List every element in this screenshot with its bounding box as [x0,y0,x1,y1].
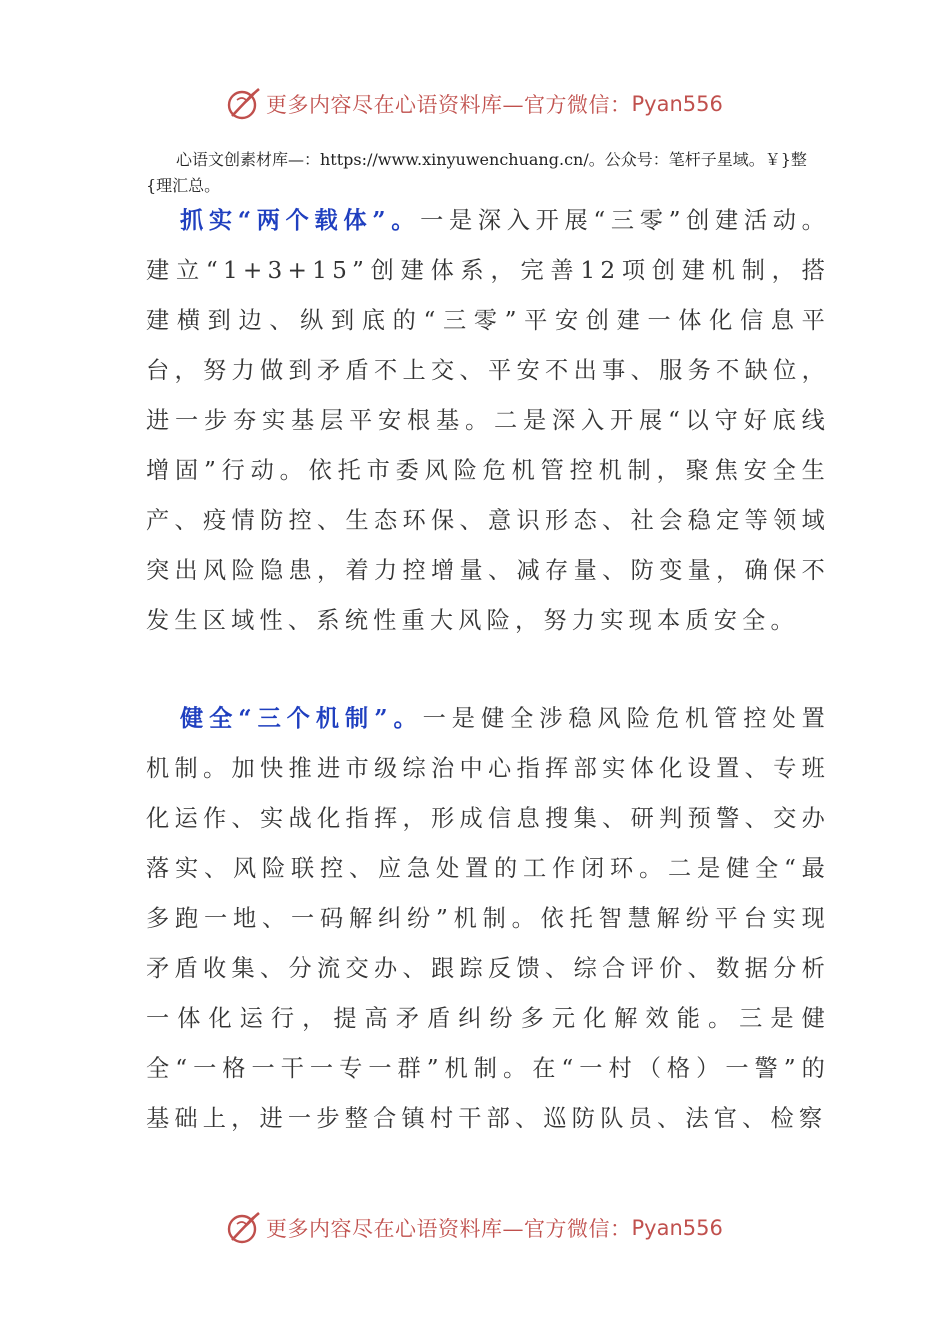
paragraph-2-heading: 健全“三个机制”。 [180,705,423,732]
paragraph-1-heading: 抓实“两个载体”。 [180,207,421,234]
banner-text: 更多内容尽在心语资料库—官方微信： [266,1217,632,1241]
paragraph-1 [146,196,830,646]
banner-text: 更多内容尽在心语资料库—官方微信： [266,93,632,117]
quill-logo-icon [226,1210,262,1246]
wechat-id: Pyan556 [631,92,723,116]
paragraph-2-body: 一是健全涉稳风险危机管控处置机制。加快推进市级综治中心指挥部实体化设置、专班化运作、实战化指挥，形成信息搜集、研判预警、交办落实、风险联控、应急处置的工作闭环。二是健全“最多跑一地、一码解纠纷”机制。依托智慧解纷平台实现矛盾收集、分流交办、跟踪反馈、综合评价、数据分析一体化运行，提高矛盾纠纷多元化解效能。三是健全“一格一干一专一群”机制。在“一村（格）一警”的基础上，进一步整合镇村干部、巡防队员、法官、检察 [146,705,830,1132]
wechat-id: Pyan556 [631,1216,723,1240]
source-line: 心语文创素材库—：https://www.xinyuwenchuang.cn/。公众号：笔杆子星域。￥}整{理汇总。 [146,150,807,195]
header-banner [226,84,723,124]
footer-banner [226,1208,723,1248]
paragraph-2 [146,694,830,1144]
paragraph-1-body: 一是深入开展“三零”创建活动。建立“1+3+15”创建体系，完善12项创建机制，搭建横到边、纵到底的“三零”平安创建一体化信息平台，努力做到矛盾不上交、平安不出事、服务不缺位，进一步夯实基层平安根基。二是深入开展“以守好底线增固”行动。依托市委风险危机管控机制，聚焦安全生产、疫情防控、生态环保、意识形态、社会稳定等领域突出风险隐患，着力控增量、减存量、防变量，确保不发生区域性、系统性重大风险，努力实现本质安全。 [146,207,830,634]
quill-logo-icon [226,86,262,122]
